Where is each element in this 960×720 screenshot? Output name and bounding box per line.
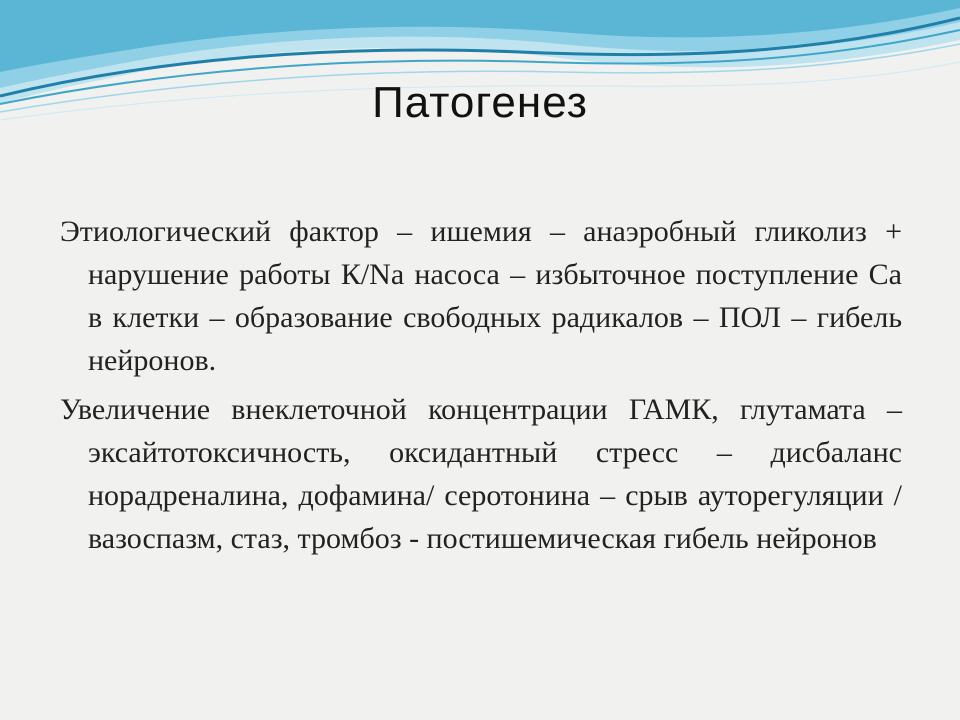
- slide-title: Патогенез: [372, 78, 588, 127]
- paragraph-gaba: Увеличение внеклеточной концентрации ГАМК, глутамата – эксайтотоксичность, оксидантный стресс – дисбаланс норадреналина, дофамина/ серотонина – срыв ауторегуляции / вазоспазм, стаз, тромбоз - постишемическая гибель нейронов: [60, 393, 902, 555]
- slide-body: [60, 210, 902, 566]
- paragraph-etiology: Этиологический фактор – ишемия – анаэробный гликолиз + нарушение работы К/Na насоса – избыточное поступление Са в клетки – образование свободных радикалов – ПОЛ – гибель нейронов.: [60, 215, 902, 377]
